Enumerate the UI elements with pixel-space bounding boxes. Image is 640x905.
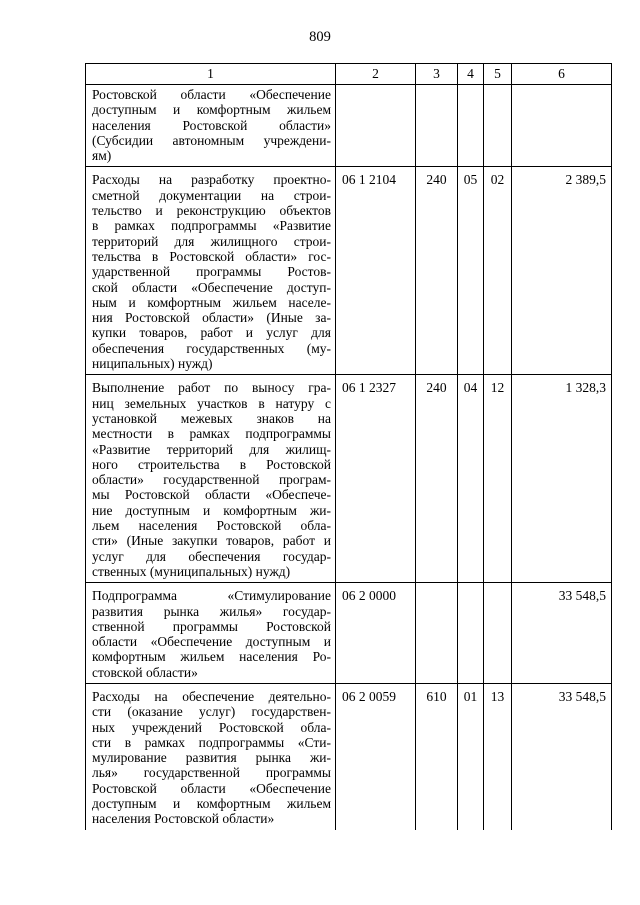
description-line: территорий для жилищного строи-: [92, 233, 331, 249]
description-line: Ростовской области «Обеспечение: [92, 780, 331, 796]
subsection-code: [484, 85, 512, 167]
column-header: 6: [512, 64, 612, 85]
column-header: 4: [458, 64, 484, 85]
expense-description: [86, 683, 336, 829]
description-line: ние доступным и комфортным жи-: [92, 502, 331, 518]
expense-type-code: [416, 583, 458, 684]
description-line: ных учреждений Ростовской обла-: [92, 719, 331, 735]
expense-description: [86, 167, 336, 375]
description-line: тельство и реконструкцию объектов: [92, 203, 331, 219]
description-line: стовской области»: [92, 664, 198, 680]
table-body: [86, 64, 612, 830]
description-line: местности в рамках подпрограммы: [92, 426, 331, 442]
table-row: [86, 583, 612, 684]
description-line: ного строительства в Ростовской: [92, 456, 331, 472]
description-line: мы Ростовской области «Обеспече-: [92, 487, 331, 503]
description-line: ния Ростовской области» (Иные за-: [92, 310, 331, 326]
table-row: [86, 167, 612, 375]
description-line: комфортным жильем населения Ро-: [92, 649, 331, 665]
section-code: 04: [458, 375, 484, 583]
column-header: 1: [86, 64, 336, 85]
expense-type-code: [416, 85, 458, 167]
description-line: сти» (Иные закупки товаров, работ и: [92, 533, 331, 549]
description-line: в рамках подпрограммы «Развитие: [92, 218, 331, 234]
description-line: ственной программы Ростовской: [92, 618, 331, 634]
description-line: населения Ростовской области»: [92, 117, 331, 133]
subsection-code: 12: [484, 375, 512, 583]
description-line: услуг для обеспечения государ-: [92, 548, 331, 564]
amount: 33 548,5: [512, 583, 612, 684]
description-line: доступным и комфортным жильем: [92, 102, 331, 118]
description-line: лья» государственной программы: [92, 765, 331, 781]
description-line: ям): [92, 148, 112, 164]
table-header-row: [86, 64, 612, 85]
description-line: населения Ростовской области»: [92, 811, 275, 827]
expense-description: [86, 85, 336, 167]
description-line: мулирование развития рынка жи-: [92, 750, 331, 766]
subsection-code: [484, 583, 512, 684]
description-line: сти в рамках подпрограммы «Сти-: [92, 734, 331, 750]
budget-table: [85, 63, 612, 830]
description-line: области» государственной програм-: [92, 472, 331, 488]
section-code: [458, 583, 484, 684]
description-line: ным и комфортным жильем населе-: [92, 294, 331, 310]
description-line: развития рынка жилья» государ-: [92, 603, 331, 619]
column-header: 5: [484, 64, 512, 85]
expense-type-code: 610: [416, 683, 458, 829]
description-line: «Развитие территорий для жилищ-: [92, 441, 331, 457]
description-line: льем населения Ростовской обла-: [92, 518, 331, 534]
amount: [512, 85, 612, 167]
subsection-code: 02: [484, 167, 512, 375]
description-line: Ростовской области «Обеспечение: [92, 87, 331, 102]
amount: 33 548,5: [512, 683, 612, 829]
expense-type-code: 240: [416, 375, 458, 583]
target-article-code: 06 1 2104: [336, 167, 416, 375]
description-line: Выполнение работ по выносу гра-: [92, 380, 331, 396]
description-line: купки товаров, работ и услуг для: [92, 325, 331, 341]
expense-description: [86, 583, 336, 684]
expense-description: [86, 375, 336, 583]
section-code: 05: [458, 167, 484, 375]
description-line: тельства в Ростовской области» гос-: [92, 248, 331, 264]
section-code: 01: [458, 683, 484, 829]
description-line: (Субсидии автономным учреждени-: [92, 132, 331, 148]
description-line: установкой межевых знаков на: [92, 410, 331, 426]
description-line: сметной документации на строи-: [92, 187, 331, 203]
description-line: ской области «Обеспечение доступ-: [92, 279, 331, 295]
subsection-code: 13: [484, 683, 512, 829]
description-line: области «Обеспечение доступным и: [92, 634, 331, 650]
target-article-code: [336, 85, 416, 167]
expense-type-code: 240: [416, 167, 458, 375]
description-line: ниц земельных участков в натуру с: [92, 395, 331, 411]
description-line: ственных (муниципальных) нужд): [92, 563, 291, 579]
column-header: 3: [416, 64, 458, 85]
table-row: [86, 375, 612, 583]
description-line: сти (оказание услуг) государствен-: [92, 704, 331, 720]
target-article-code: 06 1 2327: [336, 375, 416, 583]
description-line: ударственной программы Ростов-: [92, 264, 331, 280]
description-line: Подпрограмма «Стимулирование: [92, 588, 331, 604]
target-article-code: 06 2 0059: [336, 683, 416, 829]
column-header: 2: [336, 64, 416, 85]
description-line: ниципальных) нужд): [92, 356, 213, 372]
amount: 1 328,3: [512, 375, 612, 583]
table-row: [86, 85, 612, 167]
table-row: [86, 683, 612, 829]
description-line: доступным и комфортным жильем: [92, 796, 331, 812]
target-article-code: 06 2 0000: [336, 583, 416, 684]
amount: 2 389,5: [512, 167, 612, 375]
page-number: 809: [309, 29, 331, 45]
description-line: Расходы на обеспечение деятельно-: [92, 688, 331, 704]
description-line: Расходы на разработку проектно-: [92, 172, 331, 188]
description-line: обеспечения государственных (му-: [92, 340, 331, 356]
section-code: [458, 85, 484, 167]
